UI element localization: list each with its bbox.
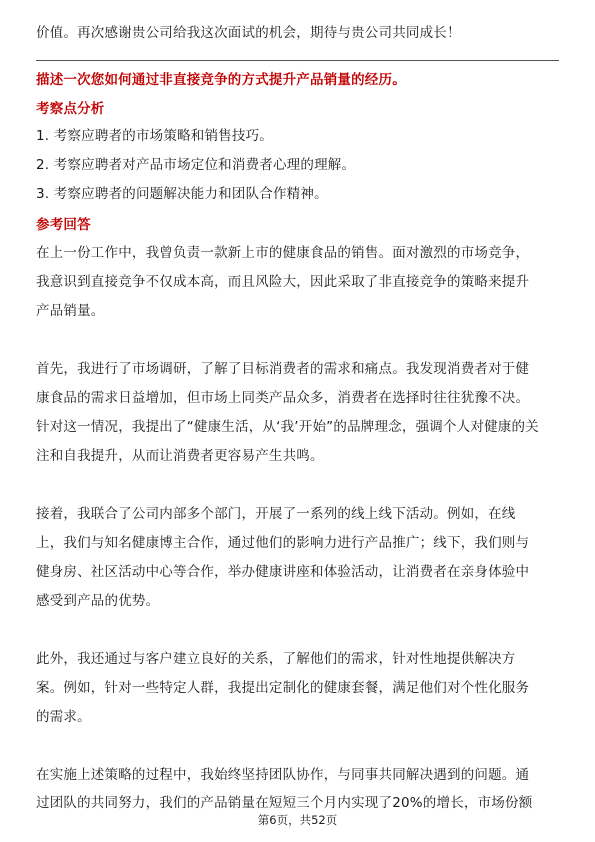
answer-line: 产品销量。 <box>36 303 105 319</box>
answer-line: 感受到产品的优势。 <box>36 593 160 609</box>
answer-line: 在实施上述策略的过程中，我始终坚持团队协作，与同事共同解决遇到的问题。通 <box>36 767 530 783</box>
answer-line: 此外，我还通过与客户建立良好的关系，了解他们的需求，针对性地提供解决方 <box>36 651 516 667</box>
answer-line: 案。例如，针对一些特定人群，我提出定制化的健康套餐，满足他们对个性化服务 <box>36 680 530 696</box>
section-divider <box>36 60 559 61</box>
answer-line: 过团队的共同努力，我们的产品销量在短短三个月内实现了20%的增长，市场份额 <box>36 795 533 811</box>
answer-line: 针对这一情况，我提出了“健康生活，从‘我’开始”的品牌理念，强调个人对健康的关 <box>36 419 539 435</box>
answer-line: 接着，我联合了公司内部多个部门，开展了一系列的线上线下活动。例如，在线 <box>36 506 516 522</box>
answer-line: 首先，我进行了市场调研，了解了目标消费者的需求和痛点。我发现消费者对于健 <box>36 361 530 377</box>
question-title: 描述一次您如何通过非直接竞争的方式提升产品销量的经历。 <box>36 72 406 88</box>
answer-line: 健身房、社区活动中心等合作，举办健康讲座和体验活动，让消费者在亲身体验中 <box>36 564 530 580</box>
answer-line: 的需求。 <box>36 709 91 725</box>
answer-line: 康食品的需求日益增加，但市场上同类产品众多，消费者在选择时往往犹豫不决。 <box>36 390 530 406</box>
analysis-item: 2. 考察应聘者对产品市场定位和消费者心理的理解。 <box>36 157 356 173</box>
answer-line: 注和自我提升，从而让消费者更容易产生共鸣。 <box>36 448 324 464</box>
answer-line: 上，我们与知名健康博主合作，通过他们的影响力进行产品推广；线下，我们则与 <box>36 535 530 551</box>
answer-line: 我意识到直接竞争不仅成本高，而且风险大，因此采取了非直接竞争的策略来提升 <box>36 274 530 290</box>
analysis-heading: 考察点分析 <box>36 101 105 117</box>
analysis-item: 3. 考察应聘者的问题解决能力和团队合作精神。 <box>36 186 328 202</box>
page-number: 第6页，共52页 <box>257 813 338 827</box>
intro-tail-text: 价值。再次感谢贵公司给我这次面试的机会，期待与贵公司共同成长！ <box>36 25 461 41</box>
answer-line: 在上一份工作中，我曾负责一款新上市的健康食品的销售。面对激烈的市场竞争， <box>36 245 530 261</box>
analysis-item: 1. 考察应聘者的市场策略和销售技巧。 <box>36 128 273 144</box>
answer-heading: 参考回答 <box>36 217 91 233</box>
